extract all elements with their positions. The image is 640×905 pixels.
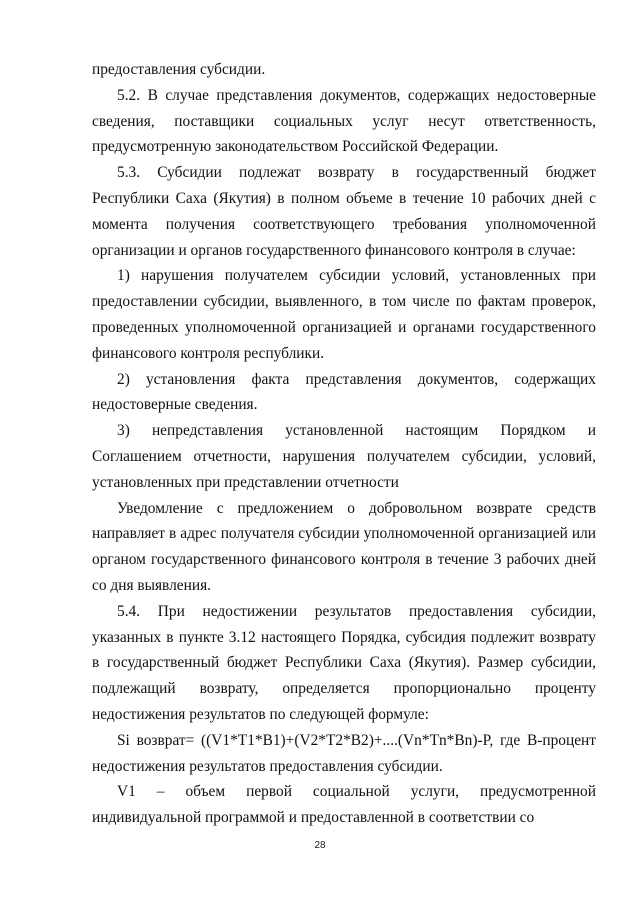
paragraph-5-3: 5.3. Субсидии подлежат возврату в государственный бюджет Республики Саха (Якутия) в полном объеме в течение 10 рабочих дней с момента получения соответствующего требования уполномоченной организации и органов государственного финансового контроля в случае: <box>92 164 596 259</box>
document-body <box>92 57 596 831</box>
paragraph-5-4: 5.4. При недостижении результатов предоставления субсидии, указанных в пункте 3.12 настоящего Порядка, субсидия подлежит возврату в государственный бюджет Республики Саха (Якутия). Размер субсидии, подлежащий возврату, определяется пропорционально проценту недостижения результатов по следующей формуле: <box>92 602 596 723</box>
page-number: 28 <box>314 840 326 851</box>
paragraph-continuation: предоставления субсидии. <box>92 61 266 78</box>
list-item-2: 2) установления факта представления документов, содержащих недостоверные сведения. <box>92 370 596 414</box>
list-item-3: 3) непредставления установленной настоящим Порядком и Соглашением отчетности, нарушения получателем субсидии, условий, установленных при представлении отчетности <box>92 422 596 491</box>
paragraph-5-2: 5.2. В случае представления документов, содержащих недостоверные сведения, поставщики социальных услуг несут ответственность, предусмотренную законодательством Российской Федерации. <box>92 86 596 156</box>
list-item-1: 1) нарушения получателем субсидии условий, установленных при предоставлении субсидии, выявленного, в том числе по фактам проверок, проведенных уполномоченной организацией и органами государственного финансового контроля республики. <box>92 267 596 362</box>
paragraph-v1-definition: V1 – объем первой социальной услуги, предусмотренной индивидуальной программой и предоставленной в соответствии со <box>92 783 596 827</box>
formula-paragraph: Si возврат= ((V1*T1*B1)+(V2*T2*B2)+....(Vn*Tn*Bn)-P, где В-процент недостижения результатов предоставления субсидии. <box>92 731 596 775</box>
paragraph-notification: Уведомление с предложением о добровольном возврате средств направляет в адрес получателя субсидии уполномоченной организацией или органом государственного финансового контроля в течение 3 рабочих дней со дня выявления. <box>92 499 596 594</box>
